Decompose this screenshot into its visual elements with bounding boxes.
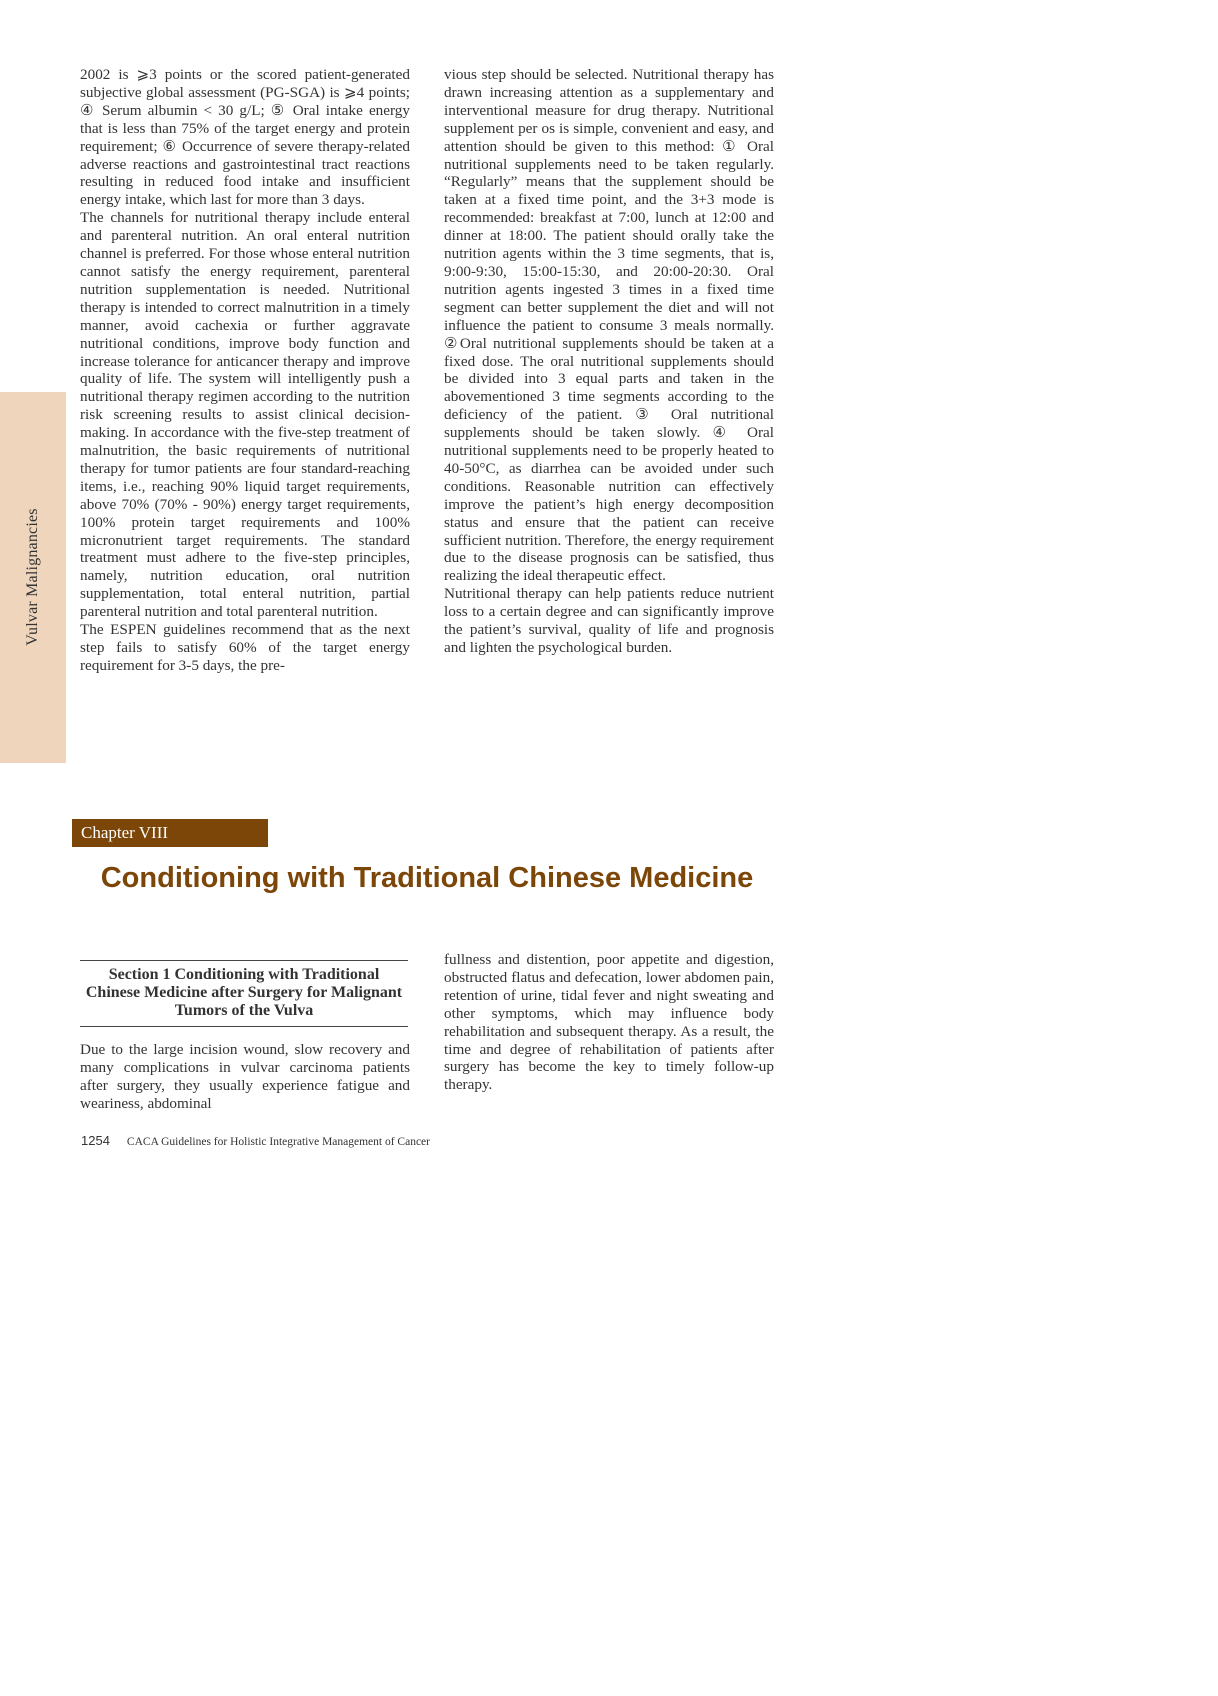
chapter-label: Chapter VIII	[81, 823, 169, 842]
running-title: CACA Guidelines for Holistic Integrative Management of Cancer	[126, 1136, 430, 1148]
paragraph: The channels for nutritional therapy include enteral and parenteral nutrition. An oral enteral nutrition channel is preferred. For those whose enteral nutrition cannot satisfy the energy requirement, parenteral nutrition supplementation is needed. Nutritional therapy is intended to correct malnutrition in a timely manner, avoid cachexia or further aggravate nutritional conditions, improve body function and increase tolerance for anticancer therapy and improve quality of life. The system will intelligently push a nutritional therapy regimen according to the nutrition risk screening results to assist clinical decision-making. In accordance with the five-step treatment of malnutrition, the basic requirements of nutritional therapy for tumor patients are four standard-reaching items, i.e., reaching 90% liquid target requirements, above 70% (70% - 90%) energy target requirements, 100% protein target requirements and 100% micronutrient target requirements. The standard treatment must adhere to the five-step principles, namely, nutrition education, oral nutrition supplementation, total enteral nutrition, partial parenteral nutrition and total parenteral nutrition.	[80, 209, 410, 621]
chapter-title: Conditioning with Traditional Chinese Medicine	[100, 862, 754, 894]
page-footer	[81, 1133, 430, 1149]
paragraph: Due to the large incision wound, slow recovery and many complications in vulvar carcinoma patients after surgery, they usually experience fatigue and weariness, abdominal	[80, 1041, 410, 1112]
paragraph: The ESPEN guidelines recommend that as the next step fails to satisfy 60% of the target energy requirement for 3-5 days, the pre-	[80, 621, 410, 674]
section-column-1	[80, 1041, 410, 1113]
paragraph: 2002 is ⩾3 points or the scored patient-generated subjective global assessment (PG-SGA) is ⩾4 points; ④ Serum albumin < 30 g/L; ⑤ Oral intake energy that is less than 75% of the target energy and protein requirement; ⑥ Occurrence of severe therapy-related adverse reactions and gastrointestinal tract reactions resulting in reduced food intake and insufficient energy intake, which last for more than 3 days.	[80, 66, 410, 209]
section-column-2	[444, 951, 774, 1094]
paragraph: vious step should be selected. Nutritional therapy has drawn increasing attention as a supplementary and interventional measure for drug therapy. Nutritional supplement per os is simple, convenient and easy, and attention should be given to this method: ① Oral nutritional supplements need to be taken regularly. “Regularly” means that the supplement should be taken at a fixed time point, and the 3+3 mode is recommended: breakfast at 7:00, lunch at 12:00 and dinner at 18:00. The patient should orally take the nutrition agents within the 3 time segments, that is, 9:00-9:30, 15:00-15:30, and 20:00-20:30. Oral nutrition agents ingested 3 times in a fixed time segment can better supplement the diet and will not influence the patient to consume 3 meals normally. ②Oral nutritional supplements should be taken at a fixed dose. The oral nutritional supplements should be divided into 3 equal parts and taken in the abovementioned 3 time segments according to the deficiency of the patient. ③ Oral nutritional supplements should be taken slowly. ④ Oral nutritional supplements need to be properly heated to 40-50°C, as diarrhea can be avoided under such conditions. Reasonable nutrition can effectively improve the patient’s high energy decomposition status and ensure that the patient can receive sufficient nutrition. Therefore, the energy requirement due to the disease prognosis can be satisfied, thus realizing the ideal therapeutic effect.	[444, 66, 774, 585]
body-column-1	[80, 66, 410, 675]
paragraph: fullness and distention, poor appetite and digestion, obstructed flatus and defecation, lower abdomen pain, retention of urine, tidal fever and night sweating and other symptoms, which may influence body rehabilitation and subsequent therapy. As a result, the time and degree of rehabilitation of patients after surgery has become the key to timely follow-up therapy.	[444, 951, 774, 1094]
body-column-2	[444, 66, 774, 657]
chapter-banner	[72, 819, 268, 847]
paragraph: Nutritional therapy can help patients reduce nutrient loss to a certain degree and can significantly improve the patient’s survival, quality of life and prognosis and lighten the psychological burden.	[444, 585, 774, 656]
section-heading: Section 1 Conditioning with Traditional Chinese Medicine after Surgery for Malignant Tumors of the Vulva	[80, 960, 408, 1027]
side-tab-label: Vulvar Malignancies	[24, 508, 41, 646]
page-number: 1254	[81, 1133, 110, 1148]
